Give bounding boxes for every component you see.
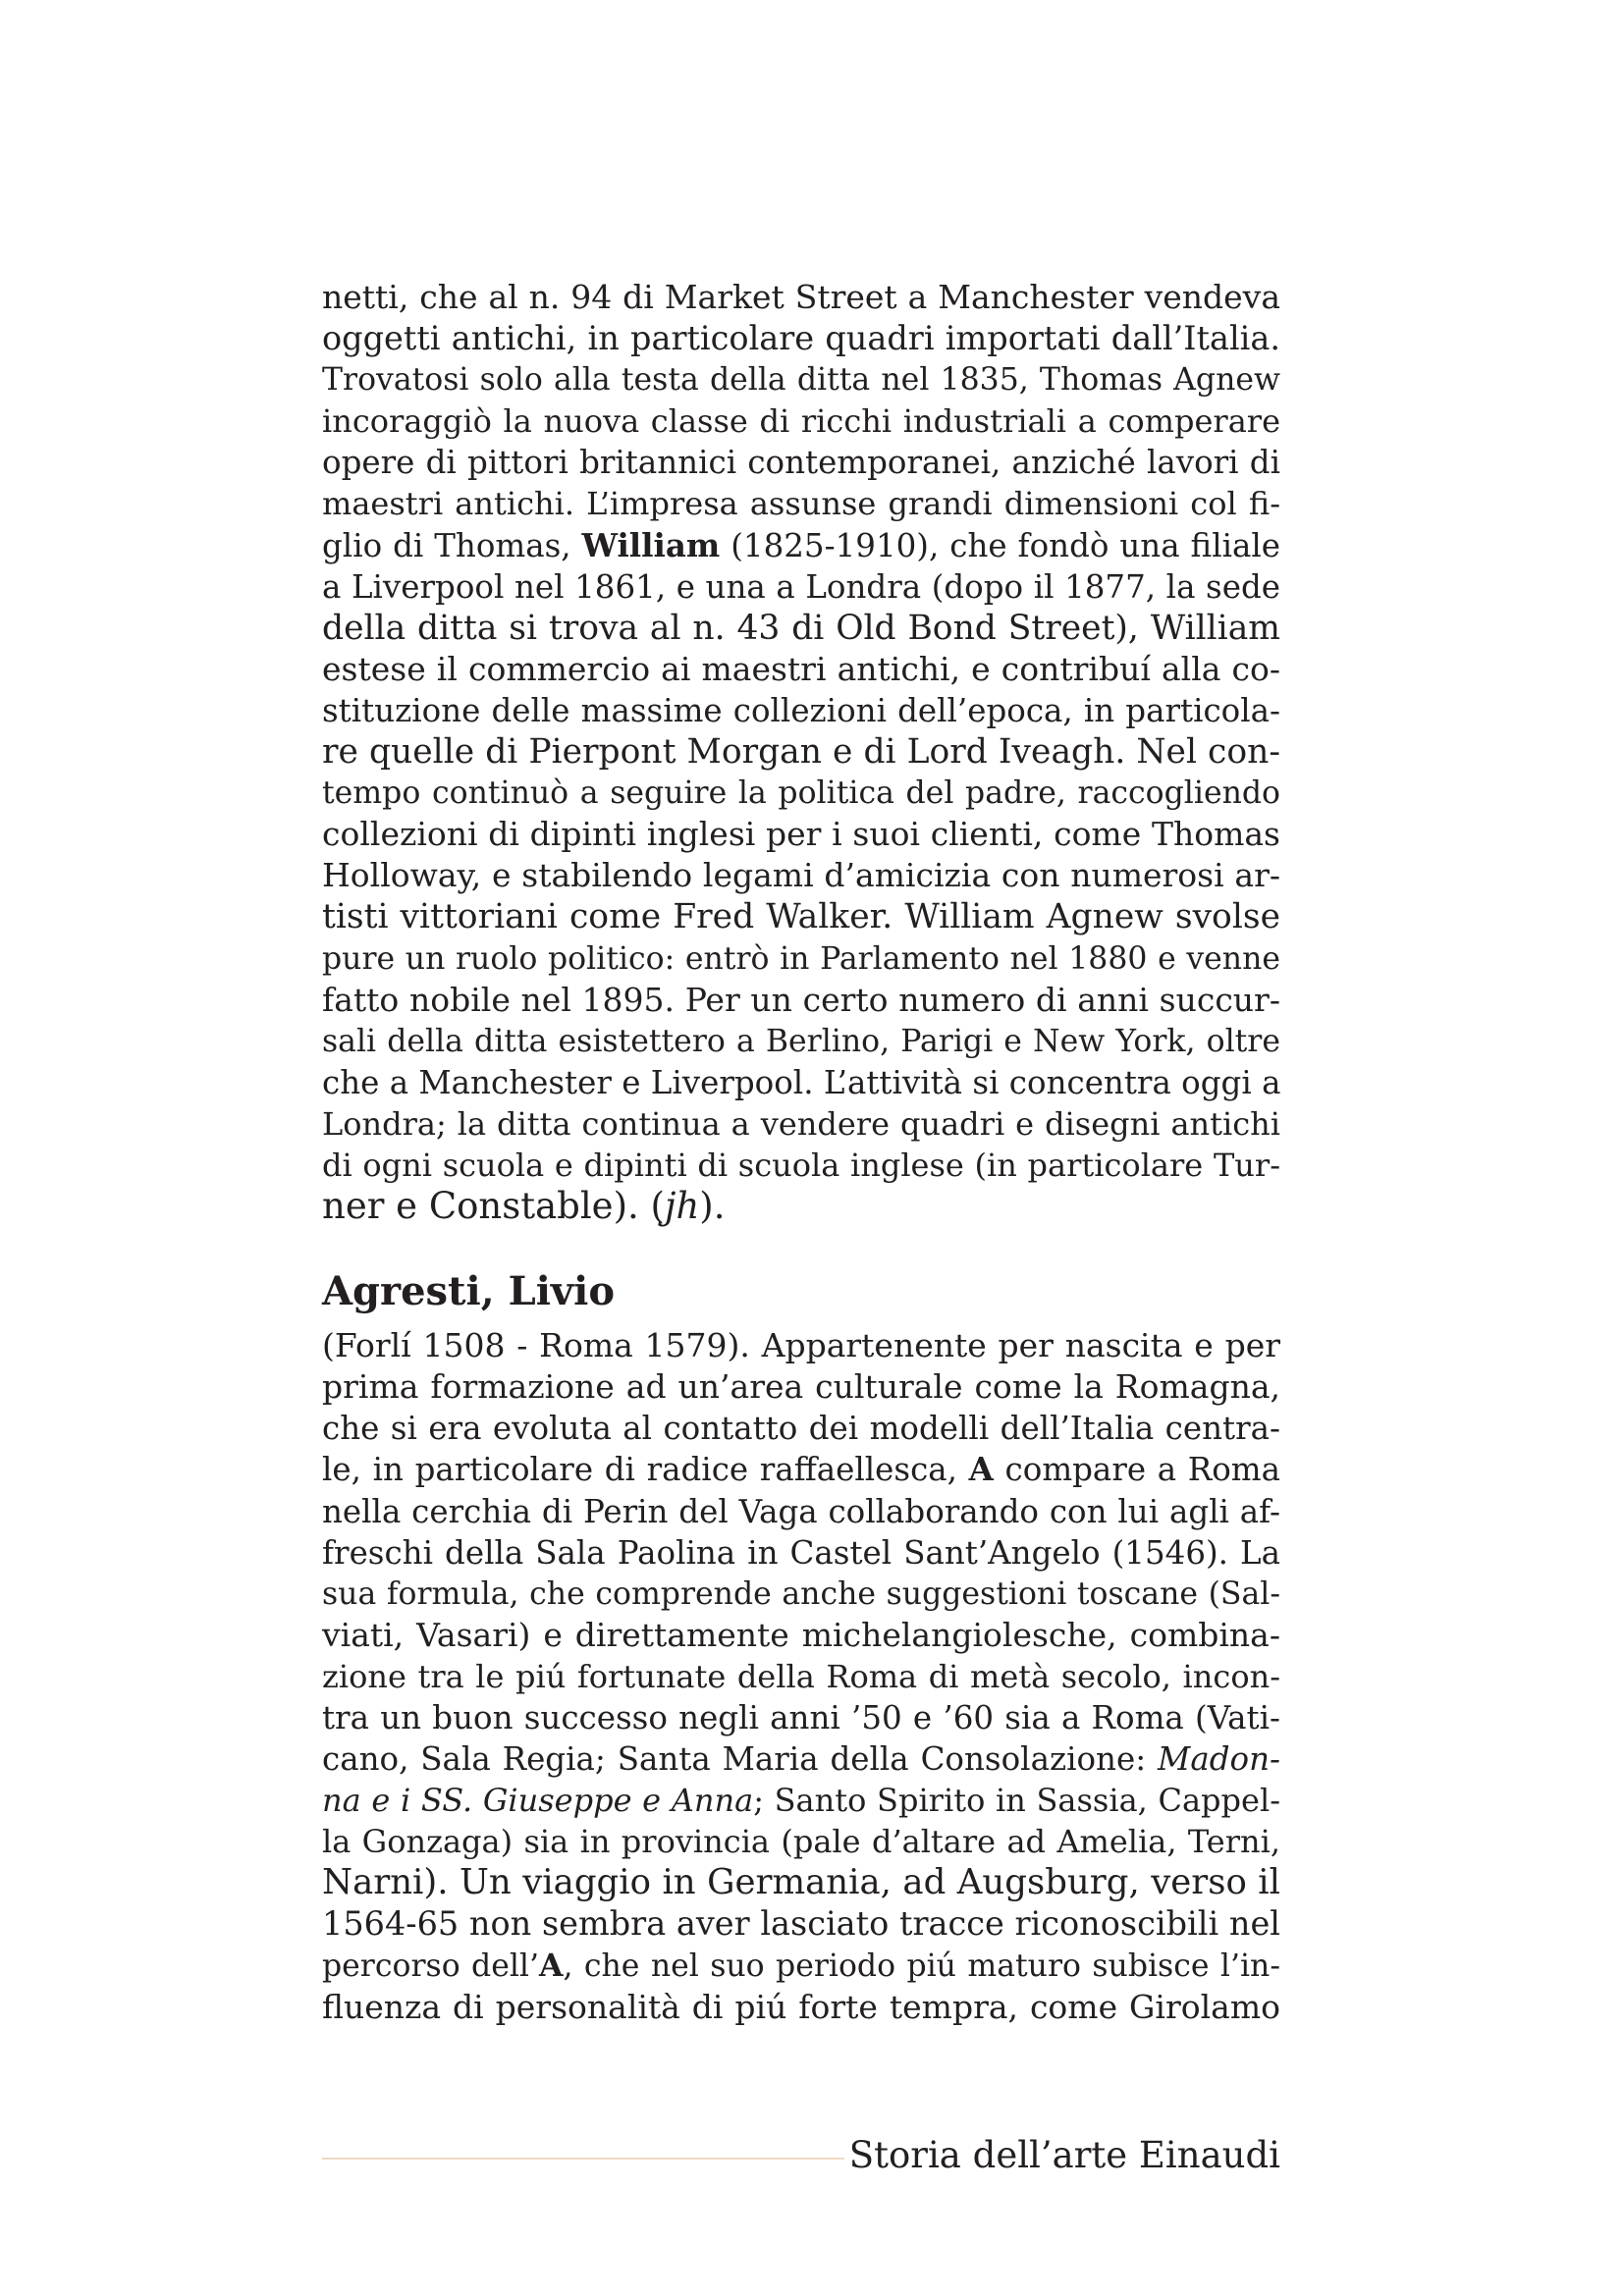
text-line: maestri antichi. L’impresa assunse grandi dimensioni col fi- bbox=[322, 485, 1280, 523]
text-line: sali della ditta esistettero a Berlino, Parigi e New York, oltre bbox=[322, 1023, 1280, 1059]
text-line: netti, che al n. 94 di Market Street a Manchester vendeva bbox=[322, 278, 1280, 316]
text-run: percorso dell’ bbox=[322, 1948, 540, 1984]
text-line bbox=[322, 1186, 1280, 1227]
text-line: Londra; la ditta continua a vendere quadri e disegni antichi bbox=[322, 1104, 1280, 1143]
entry-heading: Agresti, Livio bbox=[322, 1268, 616, 1315]
text-line: opere di pittori britannici contemporanei, anziché lavori di bbox=[322, 444, 1280, 482]
text-line bbox=[322, 1449, 1280, 1490]
page-footer bbox=[322, 2132, 1280, 2179]
text-run: ; Santo Spirito in Sassia, Cappel- bbox=[753, 1782, 1281, 1820]
bold-abbrev: A bbox=[968, 1450, 994, 1489]
text-line: nella cerchia di Perin del Vaga collaborando con lui agli af- bbox=[322, 1492, 1280, 1530]
text-line: (Forlí 1508 - Roma 1579). Appartenente per nascita e per bbox=[322, 1326, 1280, 1365]
text-line: re quelle di Pierpont Morgan e di Lord Iveagh. Nel con- bbox=[322, 732, 1280, 773]
text-line: freschi della Sala Paolina in Castel Sant’Angelo (1546). La bbox=[322, 1533, 1280, 1572]
footer-title: Storia dell’arte Einaudi bbox=[848, 2134, 1280, 2176]
text-run: ner e Constable). ( bbox=[322, 1185, 665, 1228]
text-line bbox=[322, 1946, 1280, 1987]
text-line: stituzione delle massime collezioni dell’epoca, in particola- bbox=[322, 691, 1280, 729]
text-run: glio di Thomas, bbox=[322, 526, 582, 564]
text-run: cano, Sala Regia; Santa Maria della Consolazione: bbox=[322, 1740, 1159, 1779]
text-line: tisti vittoriani come Fred Walker. William Agnew svolse bbox=[322, 897, 1280, 937]
author-initials: jh bbox=[664, 1185, 700, 1228]
text-line: di ogni scuola e dipinti di scuola inglese (in particolare Tur- bbox=[322, 1146, 1280, 1184]
text-line: viati, Vasari) e direttamente michelangiolesche, combina- bbox=[322, 1615, 1280, 1654]
text-line bbox=[322, 1780, 1280, 1821]
text-line: sua formula, che comprende anche suggestioni toscane (Sal- bbox=[322, 1575, 1280, 1612]
text-line: a Liverpool nel 1861, e una a Londra (dopo il 1877, la sede bbox=[322, 567, 1280, 606]
text-run: ). bbox=[699, 1185, 726, 1228]
text-line: della ditta si trova al n. 43 di Old Bond Street), William bbox=[322, 608, 1280, 648]
text-run: , che nel suo periodo piú maturo subisce l’in- bbox=[563, 1948, 1280, 1984]
text-line: che si era evoluta al contatto dei modelli dell’Italia centra- bbox=[322, 1410, 1280, 1448]
text-line: tra un buon successo negli anni ’50 e ’60 sia a Roma (Vati- bbox=[322, 1699, 1280, 1736]
text-line: fatto nobile nel 1895. Per un certo numero di anni succur- bbox=[322, 980, 1280, 1019]
text-line: zione tra le piú fortunate della Roma di metà secolo, incon- bbox=[322, 1657, 1280, 1695]
text-line bbox=[322, 525, 1280, 566]
text-line: Holloway, e stabilendo legami d’amicizia con numerosi ar- bbox=[322, 856, 1280, 895]
text-run: (1825-1910), che fondò una filiale bbox=[720, 526, 1281, 564]
text-line: estese il commercio ai maestri antichi, e contribuí alla co- bbox=[322, 649, 1280, 688]
text-line: che a Manchester e Liverpool. L’attività si concentra oggi a bbox=[322, 1063, 1281, 1101]
text-line: oggetti antichi, in particolare quadri importati dall’Italia. bbox=[322, 319, 1280, 358]
text-line: prima formazione ad un’area culturale come la Romagna, bbox=[322, 1367, 1280, 1407]
text-line: incoraggiò la nuova classe di ricchi industriali a comperare bbox=[322, 402, 1280, 441]
body-text bbox=[322, 277, 1280, 2028]
text-line: tempo continuò a seguire la politica del padre, raccogliendo bbox=[322, 775, 1280, 812]
artwork-title: Madon- bbox=[1158, 1740, 1280, 1779]
text-run: compare a Roma bbox=[993, 1451, 1281, 1489]
bold-name-william: William bbox=[581, 525, 721, 564]
text-line: fluenza di personalità di piú forte tempra, come Girolamo bbox=[322, 1987, 1280, 2026]
text-line: Narni). Un viaggio in Germania, ad Augsburg, verso il bbox=[322, 1862, 1280, 1903]
artwork-title: na e i SS. Giuseppe e Anna bbox=[322, 1782, 754, 1820]
text-run: le, in particolare di radice raffaellesca, bbox=[322, 1451, 969, 1489]
text-line bbox=[322, 1738, 1280, 1780]
text-line: Trovatosi solo alla testa della ditta nel 1835, Thomas Agnew bbox=[322, 362, 1280, 399]
text-line: pure un ruolo politico: entrò in Parlamento nel 1880 e venne bbox=[322, 940, 1280, 977]
text-line: la Gonzaga) sia in provincia (pale d’altare ad Amelia, Terni, bbox=[322, 1823, 1280, 1861]
text-line: 1564-65 non sembra aver lasciato tracce riconoscibili nel bbox=[322, 1904, 1280, 1944]
text-line: collezioni di dipinti inglesi per i suoi clienti, come Thomas bbox=[322, 815, 1280, 854]
bold-abbrev: A bbox=[539, 1947, 564, 1984]
footer-rule bbox=[322, 2158, 844, 2160]
